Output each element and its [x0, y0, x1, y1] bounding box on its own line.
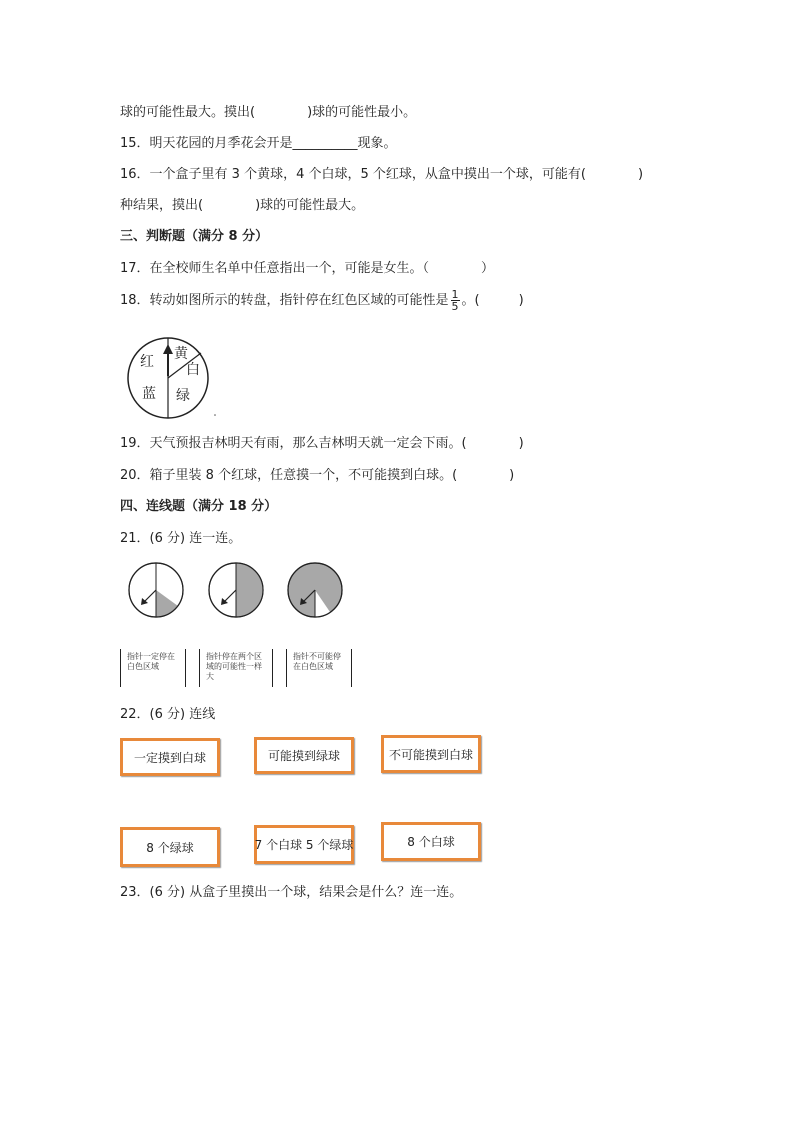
question-16-line-1: 16．一个盒子里有 3 个黄球，4 个白球，5 个红球，从盒中摸出一个球，可能有( ) — [120, 167, 644, 182]
q22-top-box-1: 一定摸到白球 — [120, 738, 220, 776]
spinner-label-1: 指针一定停在白色区域 — [120, 649, 186, 687]
q22-bottom-box-1: 8 个绿球 — [120, 827, 220, 867]
question-19: 19．天气预报吉林明天有雨，那么吉林明天就一定会下雨。( ) — [120, 436, 524, 451]
question-17: 17．在全校师生名单中任意指出一个，可能是女生。（ ） — [120, 261, 495, 276]
section-3-heading: 三、判断题（满分 8 分） — [120, 229, 269, 244]
spinner-blue-label: 蓝 — [142, 386, 156, 402]
spinner-green-label: 绿 — [176, 388, 190, 404]
question-21: 21．(6 分) 连一连。 — [120, 531, 242, 546]
q22-bottom-box-2: 7 个白球 5 个绿球 — [254, 825, 354, 864]
spinner-white-label: 白 — [186, 362, 200, 378]
spinner-red-label: 红 — [140, 354, 154, 370]
section-4-heading: 四、连线题（满分 18 分） — [120, 499, 278, 514]
question-18: 18．转动如图所示的转盘，指针停在红色区域的可能性是 $\frac{1}{5}$ 。( ) — [120, 288, 524, 313]
question-16-line-2: 种结果，摸出( )球的可能性最大。 — [120, 198, 365, 213]
spinner-label-3: 指针不可能停在白色区域 — [286, 649, 352, 687]
q22-bottom-box-3: 8 个白球 — [381, 822, 481, 861]
question-22: 22．(6 分) 连线 — [120, 707, 216, 722]
q18-spinner — [124, 336, 220, 422]
question-20: 20．箱子里装 8 个红球，任意摸一个，不可能摸到白球。( ) — [120, 468, 515, 483]
q21-spinner-1 — [126, 560, 188, 622]
q22-top-box-3: 不可能摸到白球 — [381, 735, 481, 773]
question-15: 15．明天花园的月季花会开是__________现象。 — [120, 136, 397, 151]
q21-spinner-3 — [285, 560, 347, 622]
spinner-yellow-label: 黄 — [174, 346, 188, 362]
question-14-continued: 球的可能性最大。摸出( )球的可能性最小。 — [120, 105, 417, 120]
q21-spinner-2 — [206, 560, 268, 622]
q22-top-box-2: 可能摸到绿球 — [254, 737, 354, 774]
spinner-label-2: 指针停在两个区域的可能性一样大 — [199, 649, 273, 687]
fraction-one-fifth: $\frac{1}{5}$ — [451, 288, 459, 313]
question-23: 23．(6 分) 从盒子里摸出一个球，结果会是什么？连一连。 — [120, 885, 463, 900]
